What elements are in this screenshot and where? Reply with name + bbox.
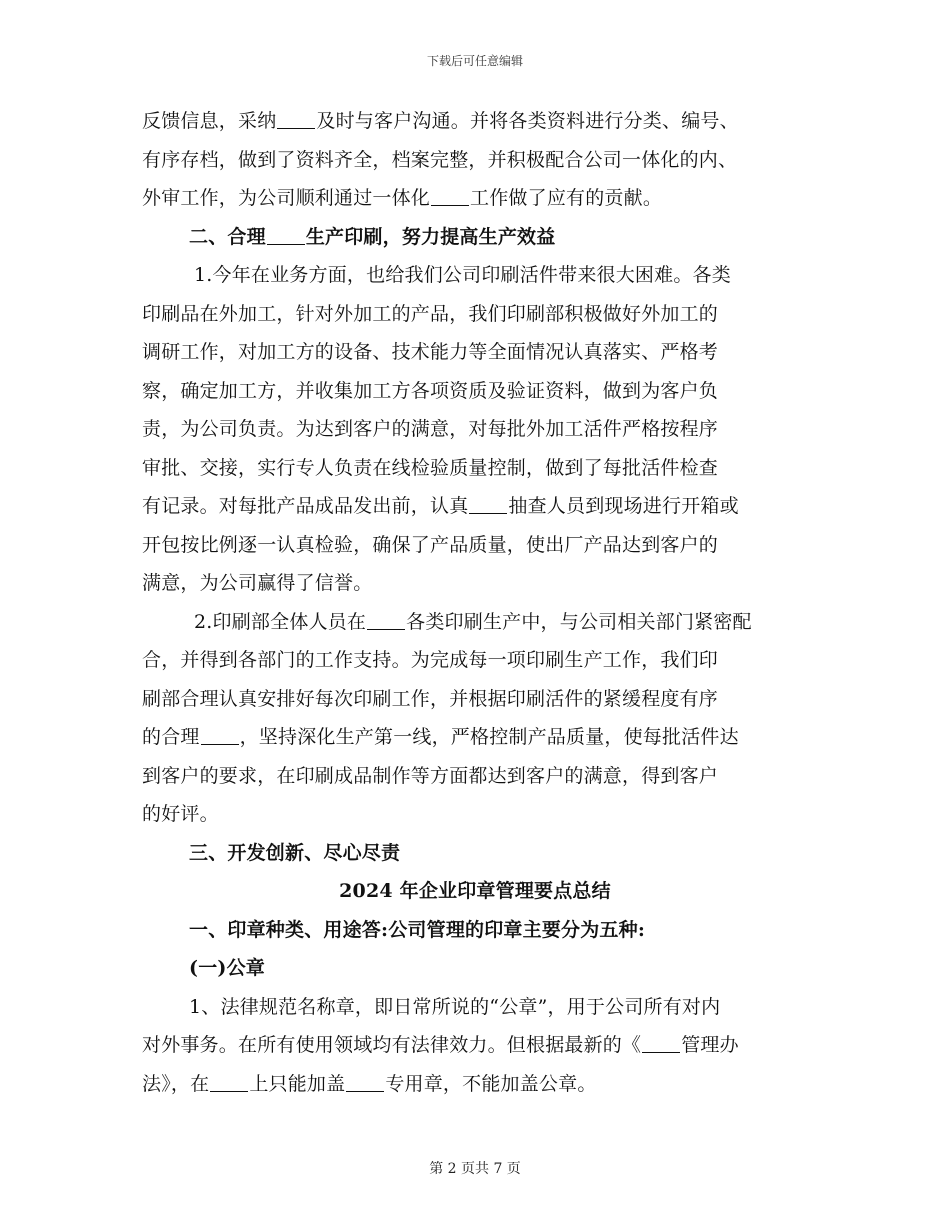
text-line: 刷部合理认真安排好每次印刷工作，并根据印刷活件的紧缓程度有序 bbox=[142, 687, 719, 710]
blank-field bbox=[277, 109, 315, 129]
text-run: 抽查人员到现场进行开箱或 bbox=[508, 495, 739, 517]
text-run: 上只能加盖 bbox=[249, 1072, 346, 1095]
section-heading-2 bbox=[142, 218, 808, 257]
document-title: 2024 年企业印章管理要点总结 bbox=[339, 880, 611, 902]
blank-field bbox=[431, 186, 469, 206]
page-header: 下载后可任意编辑 bbox=[426, 54, 523, 68]
text-run: 管理办 bbox=[681, 1034, 739, 1056]
text-line bbox=[142, 1065, 808, 1104]
text-line bbox=[142, 487, 808, 526]
text-run: 及时与客户沟通。并将各类资料进行分类、编号、 bbox=[316, 110, 739, 132]
text-line: 到客户的要求，在印刷成品制作等方面都达到客户的满意，得到客户 bbox=[142, 764, 719, 787]
text-run: 二、合理 bbox=[189, 225, 266, 248]
blank-field bbox=[210, 1072, 248, 1092]
text-line: 合，并得到各部门的工作支持。为完成每一项印刷生产工作，我们印 bbox=[142, 649, 719, 671]
text-line: 印刷品在外加工，针对外加工的产品，我们印刷部积极做好外加工的 bbox=[142, 302, 719, 325]
blank-field bbox=[367, 610, 405, 630]
text-line: 开包按比例逐一认真检验，确保了产品质量，使出厂产品达到客户的 bbox=[142, 533, 719, 556]
text-run: 生产印刷，努力提高生产效益 bbox=[305, 225, 556, 248]
text-run: 外审工作，为公司顺利通过一体化 bbox=[142, 187, 431, 209]
blank-field bbox=[346, 1072, 384, 1092]
text-line bbox=[142, 1026, 808, 1065]
text-line: 调研工作，对加工方的设备、技术能力等全面情况认真落实、严格考 bbox=[142, 341, 719, 363]
blank-field bbox=[267, 225, 305, 245]
blank-field bbox=[201, 725, 239, 745]
text-line: 1.今年在业务方面，也给我们公司印刷活件带来很大困难。各类 bbox=[194, 264, 731, 286]
text-run: ，坚持深化生产第一线，严格控制产品质量，使每批活件达 bbox=[239, 726, 739, 748]
page-footer: 第 2 页共 7 页 bbox=[429, 1161, 521, 1177]
text-line: 满意，为公司赢得了信誉。 bbox=[142, 572, 373, 594]
text-run: 工作做了应有的贡献。 bbox=[470, 187, 663, 209]
blank-field bbox=[642, 1033, 680, 1053]
text-run: 有记录。对每批产品成品发出前，认真 bbox=[142, 495, 469, 517]
text-line bbox=[142, 179, 808, 218]
text-line: 1、法律规范名称章，即日常所说的“公章”，用于公司所有对内 bbox=[189, 995, 721, 1018]
text-line: 察，确定加工方，并收集加工方各项资质及验证资料，做到为客户负 bbox=[142, 379, 719, 402]
blank-field bbox=[469, 494, 507, 514]
text-line bbox=[142, 603, 808, 642]
text-run: 的合理 bbox=[142, 726, 200, 748]
section-heading-1: 一、印章种类、用途答:公司管理的印章主要分为五种: bbox=[189, 918, 646, 941]
text-run: 专用章，不能加盖公章。 bbox=[385, 1072, 597, 1095]
text-run: 2.印刷部全体人员在 bbox=[194, 610, 367, 633]
text-line: 有序存档，做到了资料齐全，档案完整，并积极配合公司一体化的内、 bbox=[142, 148, 738, 171]
text-line: 的好评。 bbox=[142, 803, 219, 825]
text-line: 审批、交接，实行专人负责在线检验质量控制，做到了每批活件检查 bbox=[142, 456, 719, 479]
document-body bbox=[142, 102, 808, 1103]
text-line bbox=[142, 102, 808, 141]
subsection-heading: (一)公章 bbox=[189, 957, 265, 979]
section-heading-3: 三、开发创新、尽心尽责 bbox=[189, 841, 401, 864]
text-run: 对外事务。在所有使用领域均有法律效力。但根据最新的《 bbox=[142, 1034, 642, 1056]
text-run: 反馈信息，采纳 bbox=[142, 110, 277, 132]
text-line bbox=[142, 718, 808, 757]
text-line: 责，为公司负责。为达到客户的满意，对每批外加工活件严格按程序 bbox=[142, 418, 719, 440]
text-run: 各类印刷生产中，与公司相关部门紧密配 bbox=[406, 610, 752, 633]
text-run: 法》，在 bbox=[142, 1072, 210, 1095]
